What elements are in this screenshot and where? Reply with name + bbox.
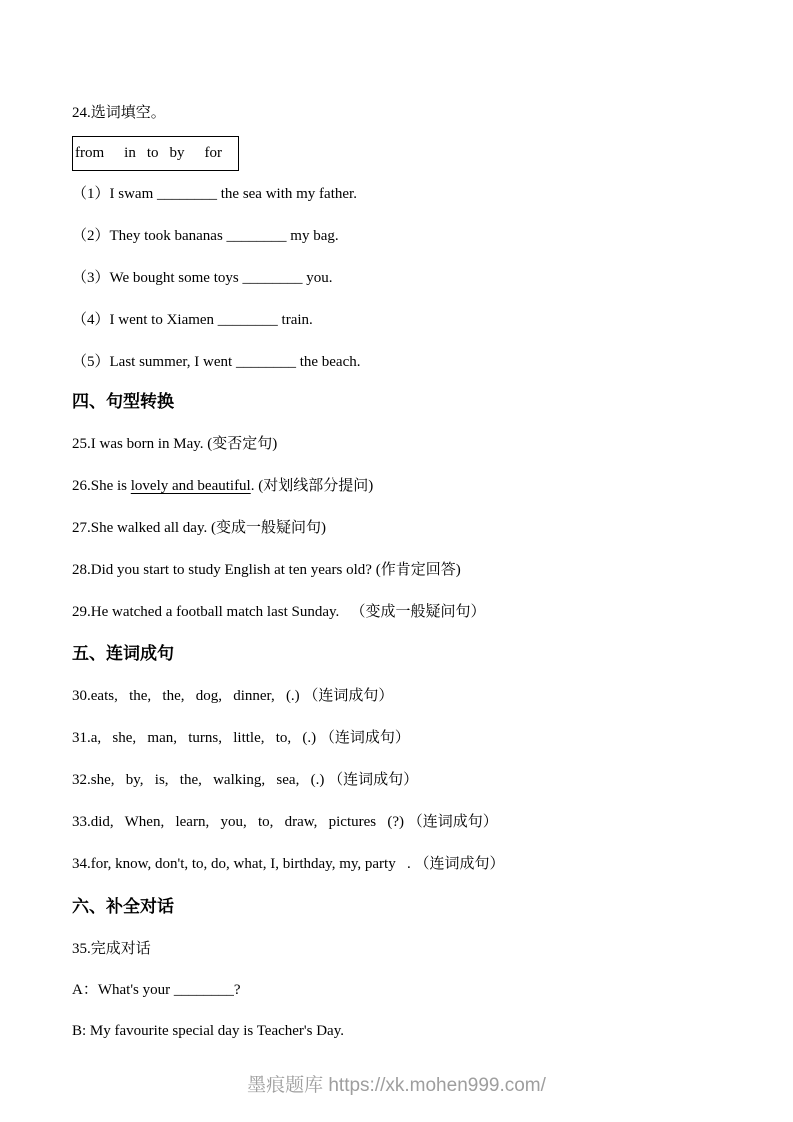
transform-item-26: [72, 478, 721, 494]
watermark-footer: 墨痕题库 https://xk.mohen999.com/: [247, 1075, 546, 1096]
word-bank-word: by: [169, 145, 185, 161]
question-24-title: 24.选词填空。: [72, 105, 166, 121]
rearrange-item-32: 32.she, by, is, the, walking, sea, (.) （连词成句）: [72, 772, 419, 788]
fill-item-3: （3）We bought some toys ________ you.: [72, 270, 333, 286]
rearrange-item-31: 31.a, she, man, turns, little, to, (.) （连词成句）: [72, 730, 410, 746]
fill-item-1: （1）I swam ________ the sea with my father.: [72, 186, 357, 202]
fill-item-2: （2）They took bananas ________ my bag.: [72, 228, 339, 244]
word-bank-word: in: [124, 145, 136, 161]
fill-item-4: （4）I went to Xiamen ________ train.: [72, 312, 313, 328]
section-heading-complete-dialogue: 六、补全对话: [72, 897, 174, 916]
transform-item-26-prefix: 26.She is: [72, 478, 131, 494]
word-bank-word: to: [146, 145, 159, 161]
rearrange-item-30: 30.eats, the, the, dog, dinner, (.) （连词成句）: [72, 688, 394, 704]
transform-item-28: 28.Did you start to study English at ten years old? (作肯定回答): [72, 562, 461, 578]
transform-item-29: 29.He watched a football match last Sunday. （变成一般疑问句）: [72, 604, 486, 620]
dialogue-line-a: A：What's your ________?: [72, 982, 241, 998]
transform-item-26-underlined-part: lovely and beautiful: [130, 478, 251, 494]
transform-item-27: 27.She walked all day. (变成一般疑问句): [72, 520, 326, 536]
fill-item-5: （5）Last summer, I went ________ the beach.: [72, 354, 361, 370]
rearrange-item-34: 34.for, know, don't, to, do, what, I, birthday, my, party . （连词成句）: [72, 856, 505, 872]
word-bank-box: [72, 136, 239, 171]
transform-item-26-suffix: . (对划线部分提问): [250, 478, 374, 494]
dialogue-line-b: B: My favourite special day is Teacher's Day.: [72, 1023, 344, 1039]
dialogue-subtitle: 35.完成对话: [72, 941, 151, 957]
word-bank-word: from: [75, 145, 105, 161]
section-heading-sentence-rearrangement: 五、连词成句: [72, 644, 174, 663]
word-bank-word: for: [204, 145, 223, 161]
transform-item-25: 25.I was born in May. (变否定句): [72, 436, 278, 452]
section-heading-sentence-transformation: 四、句型转换: [72, 392, 174, 411]
rearrange-item-33: 33.did, When, learn, you, to, draw, pictures (?) （连词成句）: [72, 814, 498, 830]
